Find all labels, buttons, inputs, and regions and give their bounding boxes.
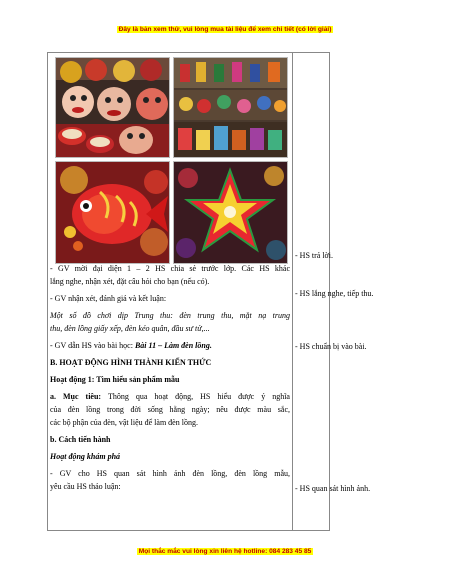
goal-label: a. Mục tiêu: xyxy=(50,392,102,401)
preview-banner xyxy=(0,26,450,33)
hotline-banner xyxy=(0,548,450,555)
student-answer: - HS trả lời. xyxy=(295,251,334,260)
carp-lantern-image xyxy=(55,161,170,264)
goal-line-2: của đèn lồng trong đời sống hằng ngày; nêu được màu sắc, xyxy=(50,405,290,414)
observe-line-1: - GV cho HS quan sát hình ảnh đèn lồng, đèn lồng mẫu, xyxy=(50,469,290,478)
teacher-invite-line-1: - GV mời đại diện 1 – 2 HS chia sẻ trước lớp. Các HS khác xyxy=(50,264,290,273)
goal-text: Thông qua hoạt động, HS hiểu được ý nghĩa xyxy=(101,392,290,401)
goal-line-3: các bộ phận của đèn, vật liệu để làm đèn lồng. xyxy=(50,418,198,427)
star-lantern-image xyxy=(173,161,288,264)
lesson-title: Bài 11 – Làm đèn lồng. xyxy=(134,341,212,350)
student-observe: - HS quan sát hình ảnh. xyxy=(295,484,371,493)
teacher-conclusion: - GV nhận xét, đánh giá và kết luận: xyxy=(50,294,167,303)
method-heading: b. Cách tiến hành xyxy=(50,435,111,444)
mid-autumn-masks-image xyxy=(55,57,170,158)
student-listen: - HS lắng nghe, tiếp thu. xyxy=(295,289,374,298)
activity-1-heading: Hoạt động 1: Tìm hiểu sản phẩm mẫu xyxy=(50,375,180,384)
toys-list-line-1: Một số đồ chơi dịp Trung thu: đèn trung thu, mặt nạ trung xyxy=(50,311,290,320)
preview-banner-text: Đây là bản xem thử, vui lòng mua tài liệu để xem chi tiết (có lời giải) xyxy=(118,26,332,33)
mid-autumn-toy-stall-image xyxy=(173,57,288,158)
lesson-intro-prefix: - GV dẫn HS vào bài học: xyxy=(50,341,135,350)
section-b-heading: B. HOẠT ĐỘNG HÌNH THÀNH KIẾN THỨC xyxy=(50,358,212,367)
student-prepare: - HS chuẩn bị vào bài. xyxy=(295,342,367,351)
column-divider xyxy=(292,53,293,530)
goal-line-1 xyxy=(50,390,290,403)
teacher-invite-line-2: lắng nghe, nhận xét, đặt câu hỏi cho bạn (nếu có). xyxy=(50,277,210,286)
teacher-activity-column xyxy=(50,262,290,493)
hotline-banner-text: Mọi thắc mắc vui lòng xin liên hệ hotline: 084 283 45 85 xyxy=(138,548,312,555)
explore-heading: Hoạt động khám phá xyxy=(50,452,121,461)
observe-line-2: yêu cầu HS thảo luận: xyxy=(50,482,121,491)
lesson-intro xyxy=(50,339,290,352)
toys-list-line-2: thu, đèn lồng giấy xếp, đèn kéo quân, đầu sư tử,... xyxy=(50,324,210,333)
